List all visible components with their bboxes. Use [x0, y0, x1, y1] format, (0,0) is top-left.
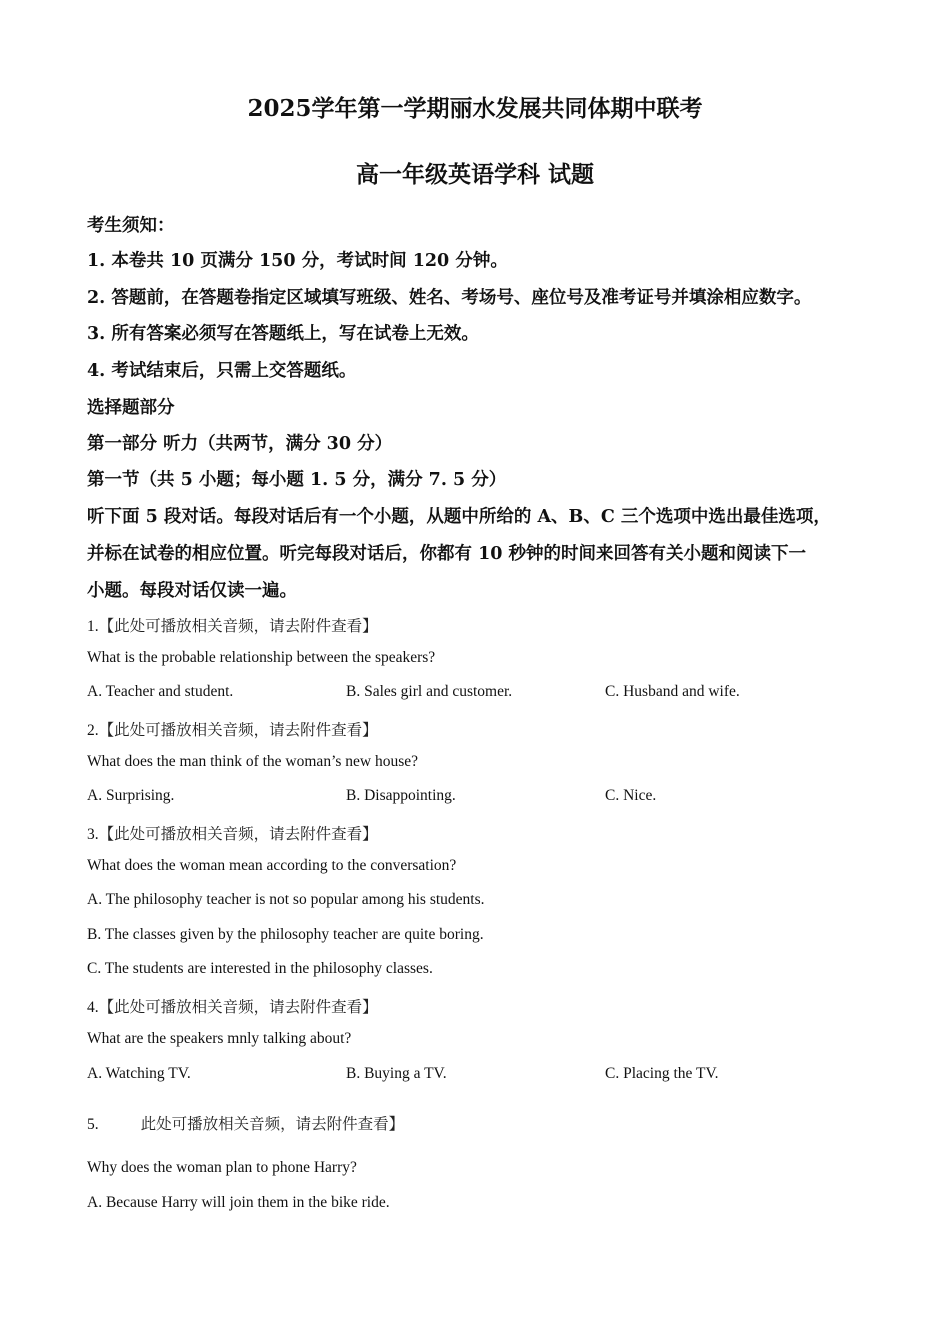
question-text: What does the man think of the woman’s new house? — [87, 753, 419, 770]
question-number: 1. — [87, 618, 99, 635]
audio-placeholder[interactable] — [87, 822, 378, 844]
audio-placeholder[interactable] — [87, 718, 378, 740]
audio-placeholder[interactable] — [87, 614, 378, 636]
notice-heading: 考生须知： — [87, 216, 175, 236]
question-text: Why does the woman plan to phone Harry? — [87, 1159, 357, 1176]
option-a: A. Surprising. — [87, 787, 175, 804]
question-text: What does the woman mean according to the conversation? — [87, 857, 457, 874]
audio-link-text[interactable]: 【此处可播放相关音频，请去附件查看】 — [98, 999, 378, 1016]
option-a: A. Teacher and student. — [87, 683, 234, 700]
instructions-line: 并标在试卷的相应位置。听完每段对话后，你都有 10 秒钟的时间来回答有关小题和阅读下一 — [87, 544, 807, 564]
question-text: What is the probable relationship between the speakers? — [87, 649, 436, 666]
exam-title: 2025学年第一学期丽水发展共同体期中联考 — [247, 95, 703, 122]
option-b: B. The classes given by the philosophy teacher are quite boring. — [87, 926, 484, 943]
option-c: C. Nice. — [605, 787, 657, 804]
option-c: C. Placing the TV. — [605, 1065, 719, 1082]
instructions-line: 听下面 5 段对话。每段对话后有一个小题，从题中所给的 A、B、C 三个选项中选出最佳选项， — [87, 507, 831, 527]
audio-placeholder[interactable] — [87, 1112, 404, 1134]
option-b: B. Buying a TV. — [346, 1065, 447, 1082]
exam-subtitle: 高一年级英语学科 试题 — [355, 161, 594, 188]
audio-placeholder[interactable] — [87, 995, 378, 1017]
option-c: C. The students are interested in the philosophy classes. — [87, 960, 433, 977]
audio-link-text[interactable]: 【此处可播放相关音频，请去附件查看】 — [98, 618, 378, 635]
audio-link-text[interactable]: 此处可播放相关音频，请去附件查看】 — [140, 1116, 405, 1133]
question-number: 5. — [87, 1116, 99, 1133]
notice-item: 1. 本卷共 10 页满分 150 分，考试时间 120 分钟。 — [87, 251, 508, 271]
option-a: A. Because Harry will join them in the bike ride. — [87, 1194, 390, 1211]
audio-link-text[interactable]: 【此处可播放相关音频，请去附件查看】 — [98, 722, 378, 739]
question-number: 2. — [87, 722, 99, 739]
question-number: 3. — [87, 826, 99, 843]
options-row — [87, 787, 867, 809]
notice-item: 4. 考试结束后，只需上交答题纸。 — [87, 361, 357, 381]
option-b: B. Sales girl and customer. — [346, 683, 513, 700]
notice-item: 3. 所有答案必须写在答题纸上，写在试卷上无效。 — [87, 324, 479, 344]
section-label: 选择题部分 — [87, 398, 175, 418]
instructions-line: 小题。每段对话仅读一遍。 — [87, 581, 297, 601]
option-a: A. Watching TV. — [87, 1065, 191, 1082]
subsection-heading: 第一节（共 5 小题；每小题 1. 5 分，满分 7. 5 分） — [87, 470, 507, 490]
notice-item: 2. 答题前，在答题卷指定区域填写班级、姓名、考场号、座位号及准考证号并填涂相应数字。 — [87, 288, 812, 308]
question-text: What are the speakers mnly talking about? — [87, 1030, 352, 1047]
option-b: B. Disappointing. — [346, 787, 456, 804]
question-number: 4. — [87, 999, 99, 1016]
audio-link-text[interactable]: 【此处可播放相关音频，请去附件查看】 — [98, 826, 378, 843]
option-c: C. Husband and wife. — [605, 683, 740, 700]
options-row — [87, 683, 867, 705]
option-a: A. The philosophy teacher is not so popular among his students. — [87, 891, 485, 908]
options-row — [87, 1065, 867, 1087]
part-heading: 第一部分 听力（共两节，满分 30 分） — [87, 434, 393, 454]
